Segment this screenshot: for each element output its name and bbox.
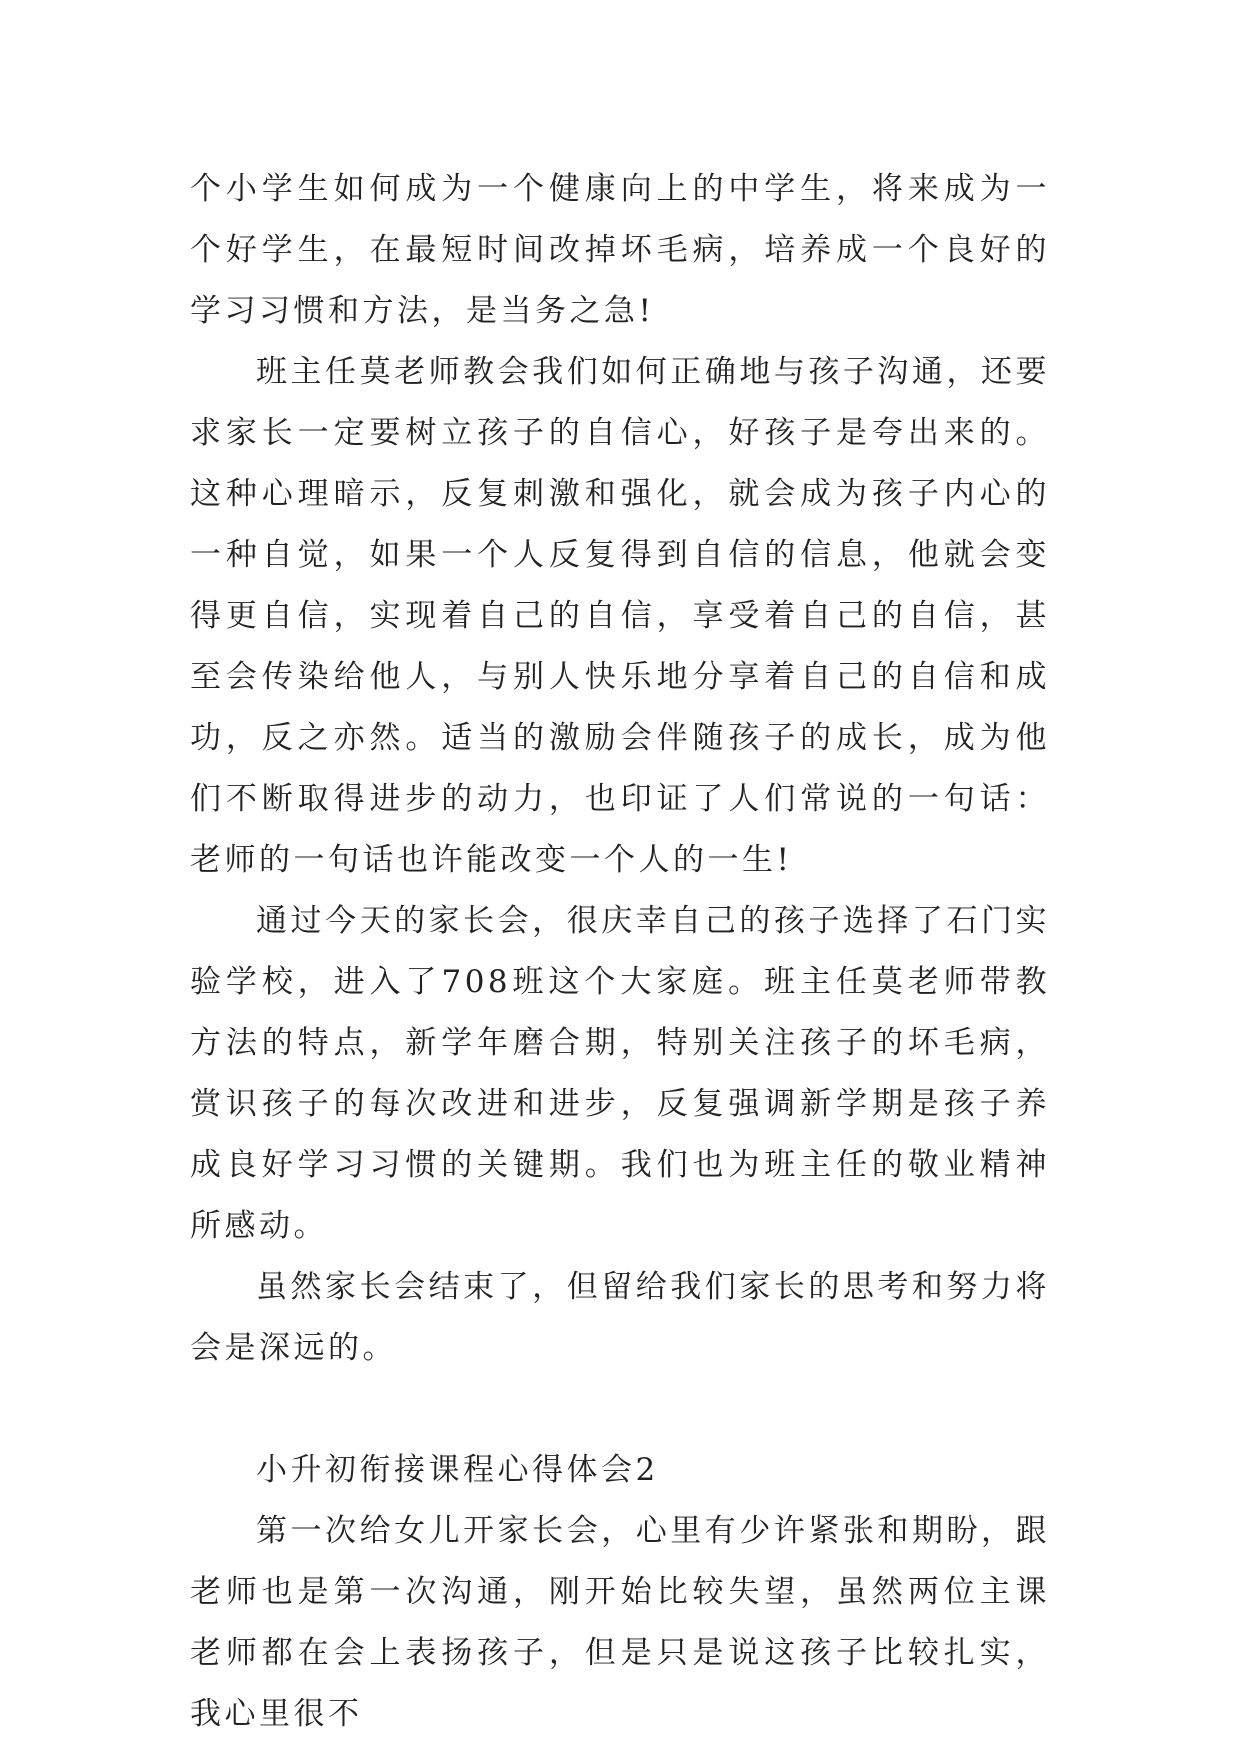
paragraph-first-meeting: 第一次给女儿开家长会，心里有少许紧张和期盼，跟老师也是第一次沟通，刚开始比较失望，虽然两位主课老师都在会上表扬孩子，但是只是说这孩子比较扎实，我心里很不 <box>190 1513 1050 1732</box>
paragraph-teacher-communication: 班主任莫老师教会我们如何正确地与孩子沟通，还要求家长一定要树立孩子的自信心，好孩子是夸出来的。这种心理暗示，反复刺激和强化，就会成为孩子内心的一种自觉，如果一个人反复得到自信的信息，他就会变得更自信，实现着自己的自信，享受着自己的自信，甚至会传染给他人，与别人快乐地分享着自己的自信和成功，反之亦然。适当的激励会伴随孩子的成长，成为他们不断取得进步的动力，也印证了人们常说的一句话：老师的一句话也许能改变一个人的一生! <box>190 354 1050 878</box>
document-page <box>190 159 1050 1745</box>
paragraph-school-class: 通过今天的家长会，很庆幸自己的孩子选择了石门实验学校，进入了708班这个大家庭。班主任莫老师带教方法的特点，新学年磨合期，特别关注孩子的坏毛病，赏识孩子的每次改进和进步，反复强调新学期是孩子养成良好学习习惯的关键期。我们也为班主任的敬业精神所感动。 <box>190 903 1050 1244</box>
paragraph-continuation: 个小学生如何成为一个健康向上的中学生，将来成为一个好学生，在最短时间改掉坏毛病，培养成一个良好的学习习惯和方法，是当务之急! <box>190 171 1050 329</box>
section-heading: 小升初衔接课程心得体会2 <box>256 1452 659 1488</box>
paragraph-conclusion: 虽然家长会结束了，但留给我们家长的思考和努力将会是深远的。 <box>190 1269 1050 1366</box>
